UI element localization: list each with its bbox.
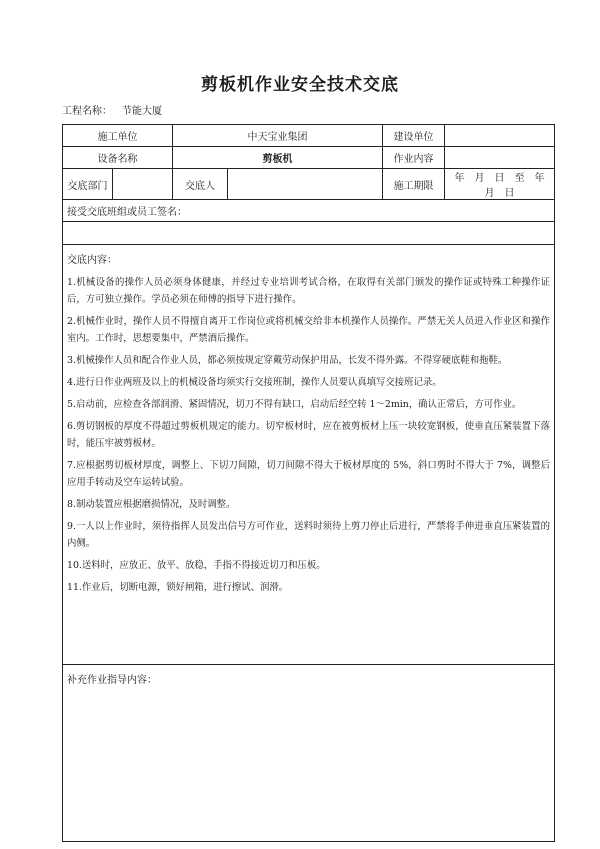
project-label: 工程名称： <box>62 106 112 117</box>
content-item: 6.剪切钢板的厚度不得超过剪板机规定的能力。切窄板材时，应在被剪板材上压一块较宽钢板，使垂直压紧装置下落时，能压牢被剪板材。 <box>67 421 550 449</box>
content-item: 2.机械作业时，操作人员不得擅自离开工作岗位或将机械交给非本机操作人员操作。严禁无关人员进入作业区和操作室内。工作时，思想要集中，严禁酒后操作。 <box>67 316 550 344</box>
content-item: 3.机械操作人员和配合作业人员，都必须按规定穿戴劳动保护用品，长发不得外露。不得穿硬底鞋和拖鞋。 <box>67 355 508 366</box>
content-item: 9.一人以上作业时，须待指挥人员发出信号方可作业，送料时须待上剪刀停止后进行，严禁将手伸进垂直压紧装置的内侧。 <box>67 521 550 549</box>
equipment-value[interactable]: 剪板机 <box>173 147 383 169</box>
content-item: 5.启动前，应检查各部润滑、紧固情况，切刀不得有缺口，启动后经空转 1～2min，确认正常后，方可作业。 <box>67 399 522 410</box>
period-label: 施工期限 <box>383 169 445 200</box>
handover-dept-label: 交底部门 <box>63 169 113 200</box>
content-item: 7.应根据剪切板材厚度，调整上、下切刀间隙，切刀间隙不得大于板材厚度的 5%，斜口剪时不得大于 7%，调整后应用手转动及空车运转试验。 <box>67 460 550 488</box>
disclosure-table <box>62 124 555 842</box>
extra-guidance-section[interactable] <box>63 665 555 842</box>
sign-area[interactable] <box>63 222 555 245</box>
construction-unit-label: 施工单位 <box>63 125 173 147</box>
sign-label: 接受交底班组或员工签名： <box>63 200 555 222</box>
build-unit-value[interactable] <box>445 125 555 147</box>
content-item: 11.作业后，切断电源，锁好闸箱，进行擦试、润滑。 <box>67 582 289 593</box>
content-item: 10.送料时，应放正、放平、放稳，手指不得接近切刀和压板。 <box>67 560 326 571</box>
extra-guidance-label: 补充作业指导内容： <box>67 675 157 686</box>
content-section <box>63 245 555 665</box>
page-title: 剪板机作业安全技术交底 <box>201 75 399 95</box>
project-line <box>62 102 162 117</box>
work-content-value[interactable] <box>445 147 555 169</box>
construction-unit-value[interactable]: 中天宝业集团 <box>173 125 383 147</box>
equipment-label: 设备名称 <box>63 147 173 169</box>
content-heading: 交底内容： <box>67 255 117 266</box>
build-unit-label: 建设单位 <box>383 125 445 147</box>
content-item: 8.制动装置应根据磨损情况，及时调整。 <box>67 499 236 510</box>
project-value: 节能大厦 <box>122 106 162 117</box>
handover-person-label: 交底人 <box>173 169 228 200</box>
content-item: 4.进行日作业两班及以上的机械设备均须实行交接班制，操作人员要认真填写交接班记录。 <box>67 377 442 388</box>
handover-dept-value[interactable] <box>113 169 173 200</box>
content-item: 1.机械设备的操作人员必须身体健康，并经过专业培训考试合格，在取得有关部门颁发的操作证或特殊工种操作证后，方可独立操作。学员必须在师傅的指导下进行操作。 <box>67 277 550 305</box>
handover-person-value[interactable] <box>228 169 383 200</box>
period-value[interactable]: 年 月 日 至 年 月 日 <box>445 169 555 200</box>
work-content-label: 作业内容 <box>383 147 445 169</box>
